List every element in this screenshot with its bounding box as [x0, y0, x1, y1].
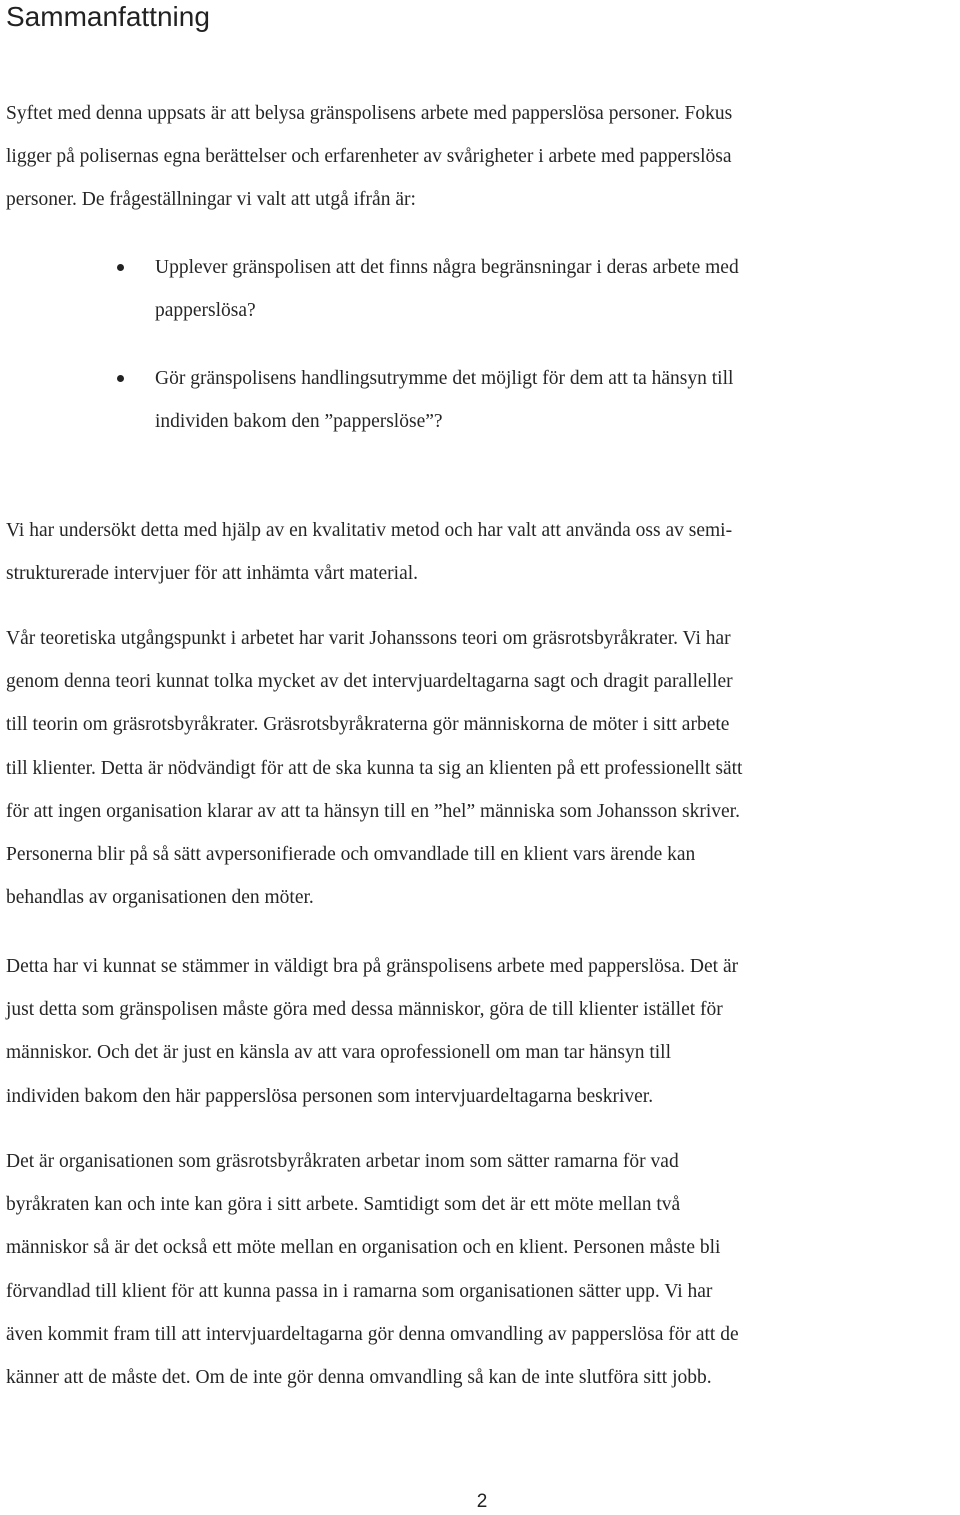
conclusion-line: känner att de måste det. Om de inte gör denna omvandling så kan de inte slutföra sitt jobb. [6, 1367, 712, 1389]
intro-line: ligger på polisernas egna berättelser och erfarenheter av svårigheter i arbete med papperslösa [6, 146, 732, 168]
findings-line: Detta har vi kunnat se stämmer in väldigt bra på gränspolisens arbete med papperslösa. Det är [6, 956, 739, 977]
bullet-icon [117, 264, 124, 271]
conclusion-line: Det är organisationen som gräsrotsbyråkraten arbetar inom som sätter ramarna för vad [6, 1151, 679, 1172]
conclusion-line: människor så är det också ett möte mellan en organisation och en klient. Personen måste bli [6, 1237, 721, 1259]
theory-line: Personerna blir på så sätt avpersonifierade och omvandlade till en klient vars ärende kan [6, 844, 696, 866]
method-line: Vi har undersökt detta med hjälp av en kvalitativ metod och har valt att använda oss av semi- [6, 520, 733, 541]
bullet-text [155, 357, 733, 443]
bullet-line: papperslösa? [155, 300, 256, 322]
theory-line: behandlas av organisationen den möter. [6, 887, 314, 909]
intro-line: personer. De frågeställningar vi valt att utgå ifrån är: [6, 189, 416, 211]
theory-line: för att ingen organisation klarar av att ta hänsyn till en ”hel” människa som Johansson skriver. [6, 800, 740, 822]
bullet-icon [117, 375, 124, 382]
findings-line: individen bakom den här papperslösa personen som intervjuardeltagarna beskriver. [6, 1085, 654, 1107]
conclusion-line: byråkraten kan och inte kan göra i sitt arbete. Samtidigt som det är ett möte mellan två [6, 1194, 681, 1216]
bullet-line: Upplever gränspolisen att det finns några begränsningar i deras arbete med [155, 257, 739, 278]
conclusion-line: förvandlad till klient för att kunna passa in i ramarna som organisationen sätter upp. Vi har [6, 1280, 713, 1302]
page-number: 2 [476, 1491, 488, 1512]
theory-line: till klienter. Detta är nödvändigt för att de ska kunna ta sig an klienten på ett professionellt sätt [6, 757, 743, 779]
method-line: strukturerade intervjuer för att inhämta vårt material. [6, 563, 419, 585]
bullet-text [155, 246, 739, 332]
bullet-line: individen bakom den ”papperslöse”? [155, 411, 443, 433]
findings-paragraph [6, 945, 958, 1118]
conclusion-line: även kommit fram till att intervjuardeltagarna gör denna omvandling av papperslösa för att de [6, 1323, 739, 1345]
findings-line: människor. Och det är just en känsla av att vara oprofessionell om man tar hänsyn till [6, 1042, 671, 1064]
intro-paragraph [6, 92, 958, 222]
findings-line: just detta som gränspolisen måste göra med dessa människor, göra de till klienter istället för [6, 999, 723, 1021]
theory-line: till teorin om gräsrotsbyråkrater. Gräsrotsbyråkraterna gör människorna de möter i sitt arbete [6, 714, 730, 736]
method-paragraph [6, 509, 958, 595]
theory-line: genom denna teori kunnat tolka mycket av det intervjuardeltagarna sagt och dragit paralleller [6, 671, 733, 693]
theory-line: Vår teoretiska utgångspunkt i arbetet har varit Johanssons teori om gräsrotsbyråkrater. Vi har [6, 628, 731, 649]
intro-line: Syftet med denna uppsats är att belysa gränspolisens arbete med papperslösa personer. Fokus [6, 103, 733, 124]
bullet-line: Gör gränspolisens handlingsutrymme det möjligt för dem att ta hänsyn till [155, 368, 734, 389]
conclusion-paragraph [6, 1140, 958, 1399]
page-title: Sammanfattning [6, 1, 210, 32]
theory-paragraph [6, 617, 958, 919]
